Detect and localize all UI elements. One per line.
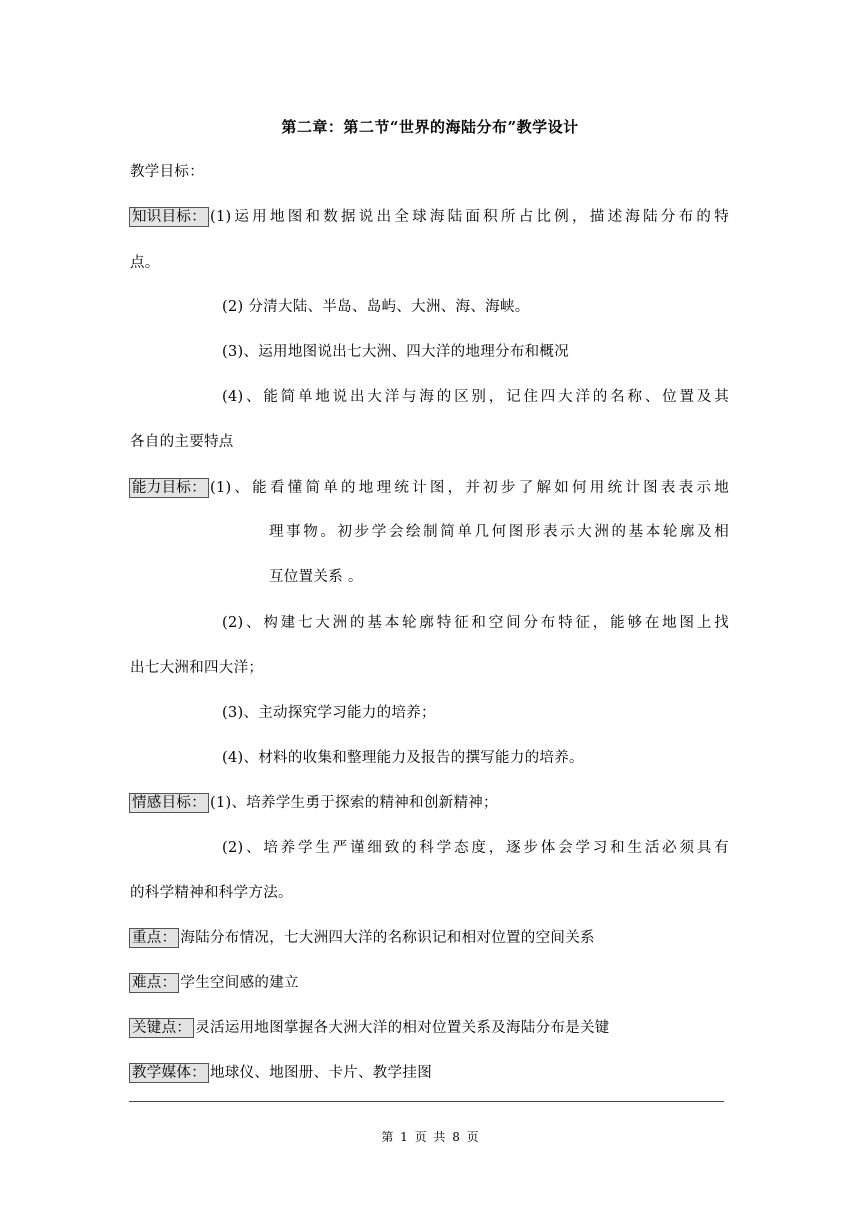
key-point-tag: 重点： bbox=[129, 928, 179, 948]
emotion-item1-text: (1)、培养学生勇于探索的精神和创新精神； bbox=[210, 795, 498, 811]
emotion-item2: (2)、培养学生严谨细致的科学态度，逐步体会学习和生活必须具有 bbox=[222, 840, 729, 856]
page-number-footer: 第 1 页 共 8 页 bbox=[381, 1130, 479, 1144]
difficulty-row bbox=[129, 973, 299, 993]
ability-item3: (3)、主动探究学习能力的培养； bbox=[222, 705, 436, 721]
document-title: 第二章：第二节“世界的海陆分布”教学设计 bbox=[281, 118, 579, 136]
emotion-item2-continuation: 的科学精神和科学方法。 bbox=[130, 885, 293, 901]
ability-item2: (2)、构建七大洲的基本轮廓特征和空间分布特征，能够在地图上找 bbox=[222, 615, 729, 631]
ability-objective-item1 bbox=[129, 478, 729, 498]
ability-item1-continuation-2: 互位置关系 。 bbox=[269, 569, 363, 585]
ability-objective-tag: 能力目标： bbox=[129, 478, 209, 498]
knowledge-item3: (3)、运用地图说出七大洲、四大洋的地理分布和概况 bbox=[222, 344, 570, 360]
media-tag: 教学媒体： bbox=[129, 1063, 209, 1083]
footer-divider bbox=[129, 1101, 724, 1102]
ability-item1-continuation: 理事物。初步学会绘制简单几何图形表示大洲的基本轮廓及相 bbox=[269, 524, 729, 540]
knowledge-objective-item1 bbox=[129, 207, 729, 227]
knowledge-item4: (4)、能简单地说出大洋与海的区别，记住四大洋的名称、位置及其 bbox=[222, 389, 729, 405]
knowledge-item1-continuation: 点。 bbox=[130, 255, 160, 271]
knowledge-item1-text: (1)运用地图和数据说出全球海陆面积所占比例，描述海陆分布的特 bbox=[210, 209, 729, 225]
crux-text: 灵活运用地图掌握各大洲大洋的相对位置关系及海陆分布是关键 bbox=[195, 1020, 610, 1036]
emotion-objective-item1 bbox=[129, 793, 498, 813]
knowledge-item2: (2) 分清大陆、半岛、岛屿、大洲、海、海峡。 bbox=[222, 299, 530, 315]
key-point-text: 海陆分布情况，七大洲四大洋的名称识记和相对位置的空间关系 bbox=[180, 930, 595, 946]
ability-item1-text: (1)、能看懂简单的地理统计图，并初步了解如何用统计图表表示地 bbox=[210, 480, 729, 496]
key-point-row bbox=[129, 928, 595, 948]
media-text: 地球仪、地图册、卡片、教学挂图 bbox=[210, 1065, 432, 1081]
ability-item4: (4)、材料的收集和整理能力及报告的撰写能力的培养。 bbox=[222, 750, 584, 766]
knowledge-objective-tag: 知识目标： bbox=[129, 207, 209, 227]
difficulty-tag: 难点： bbox=[129, 973, 179, 993]
crux-row bbox=[129, 1018, 610, 1038]
emotion-objective-tag: 情感目标： bbox=[129, 793, 209, 813]
teaching-objectives-heading: 教学目标： bbox=[130, 164, 204, 180]
media-row bbox=[129, 1063, 432, 1083]
difficulty-text: 学生空间感的建立 bbox=[180, 975, 299, 991]
crux-tag: 关键点： bbox=[129, 1018, 194, 1038]
knowledge-item4-continuation: 各自的主要特点 bbox=[130, 434, 234, 450]
ability-item2-continuation: 出七大洲和四大洋； bbox=[130, 660, 264, 676]
